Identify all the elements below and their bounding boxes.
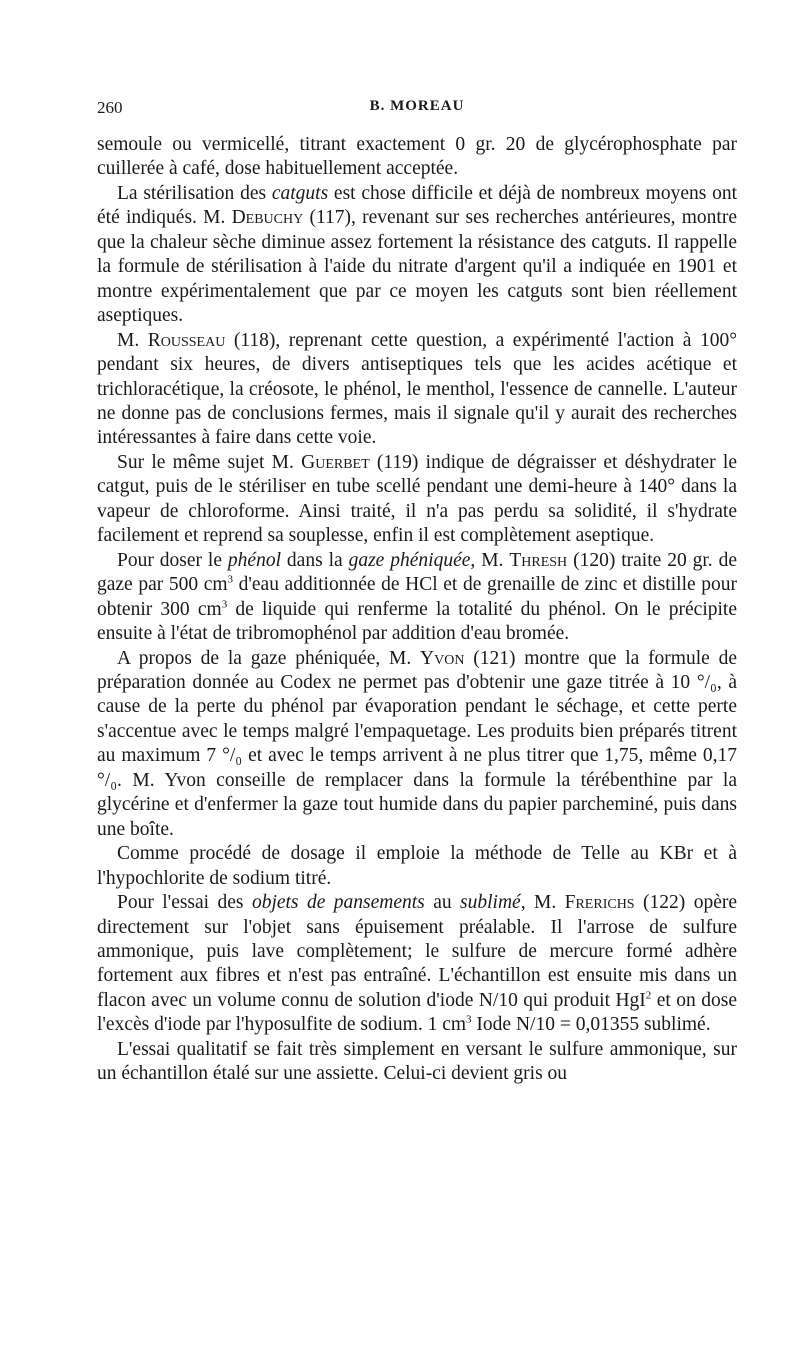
paragraph-yvon: A propos de la gaze phéniquée, M. Yvon (121) montre que la formule de préparation donnée au Codex ne permet pas d'obtenir une gaze titrée à 10 °/₀, à cause de la perte du phénol par évaporation pendant le séchage, et cette perte s'accentue avec le temps malgré l'empaquetage. Les produits bien préparés titrent au maximum 7 °/₀ et avec le temps arrivent à ne plus titrer que 1,75, même 0,17 °/₀. M. Yvon conseille de remplacer dans la formule la térébenthine par la glycérine et d'enfermer la gaze tout humide dans du papier parcheminé, puis dans une boîte. (97, 647, 737, 840)
running-head: B. MOREAU (369, 98, 465, 114)
body-text (97, 133, 737, 1087)
paragraph-guerbet: Sur le même sujet M. Guerbet (119) indique de dégraisser et déshydrater le catgut, puis de le stériliser en tube scellé pendant une demi-heure à 140° dans la vapeur de chloroforme. Ainsi traité, il n'a pas perdu sa solidité, il s'hydrate facilement et reprend sa souplesse, enfin il est complètement aseptique. (97, 451, 737, 547)
paragraph-dosage: Comme procédé de dosage il emploie la méthode de Telle au KBr et à l'hypochlorite de sodium titré. (97, 843, 737, 889)
term-phenol: phénol (227, 549, 281, 571)
author-rousseau: Rousseau (147, 329, 226, 351)
paragraph-continuation: semoule ou vermicellé, titrant exactement 0 gr. 20 de glycérophosphate par cuillerée à café, dose habituellement acceptée. (97, 134, 737, 180)
term-catguts: catguts (271, 182, 329, 204)
term-gaze-pheniquee: gaze phéniquée (348, 549, 471, 571)
page-header (97, 98, 737, 122)
term-sublime: sublimé (460, 892, 521, 914)
page-number: 260 (97, 98, 123, 117)
term-objets-de-pansements: objets de pansements (251, 892, 425, 914)
paragraph-frerichs: Pour l'essai des objets de pansements au sublimé, M. Frerichs (122) opère directement sur l'objet sans épuisement préalable. Il l'arrose de sulfure ammonique, puis lave complètement; le sulfure de mercure formé adhère fortement aux fibres et n'est pas entraîné. L'échantillon est ensuite mis dans un flacon avec un volume connu de solution d'iode N/10 qui produit HgI$^2$ et on dose l'excès d'iode par l'hyposulfite de sodium. 1 $cm^3$ Iode N/10 = 0,01355 sublimé. (97, 892, 737, 1036)
author-thresh: Thresh (509, 549, 568, 571)
author-frerichs: Frerichs (564, 892, 635, 914)
author-yvon: Yvon (420, 647, 465, 669)
paragraph-rousseau: M. Rousseau (118), reprenant cette question, a expérimenté l'action à 100° pendant six heures, de divers antiseptiques tels que les acides acétique et trichloracétique, la créosote, le phénol, le menthol, l'essence de cannelle. L'auteur ne donne pas de conclusions fermes, mais il signale qu'il y aurait des recherches intéressantes à faire dans cette voie. (97, 329, 737, 449)
author-debuchy: Debuchy (231, 207, 304, 229)
paragraph-phenol: Pour doser le phénol dans la gaze phéniquée, M. Thresh (120) traite 20 gr. de gaze par 500 $cm^3$ d'eau additionnée de HCl et de grenaille de zinc et distille pour obtenir 300 $cm^3$ de liquide qui renferme la totalité du phénol. On le précipite ensuite à l'état de tribromophénol par addition d'eau bromée. (97, 549, 738, 645)
paragraph-catguts: La stérilisation des catguts est chose difficile et déjà de nombreux moyens ont été indiqués. M. Debuchy (117), revenant sur ses recherches antérieures, montre que la chaleur sèche diminue assez fortement la résistance des catguts. Il rappelle la formule de stérilisation à l'aide du nitrate d'argent qu'il a indiquée en 1901 et montre expérimentalement que par ce moyen les catguts sont bien réellement aseptiques. (97, 182, 737, 327)
paragraph-essai-qualitatif: L'essai qualitatif se fait très simplement en versant le sulfure ammonique, sur un échantillon étalé sur une assiette. Celui-ci devient gris ou (97, 1038, 737, 1085)
author-guerbet: Guerbet (301, 451, 370, 473)
